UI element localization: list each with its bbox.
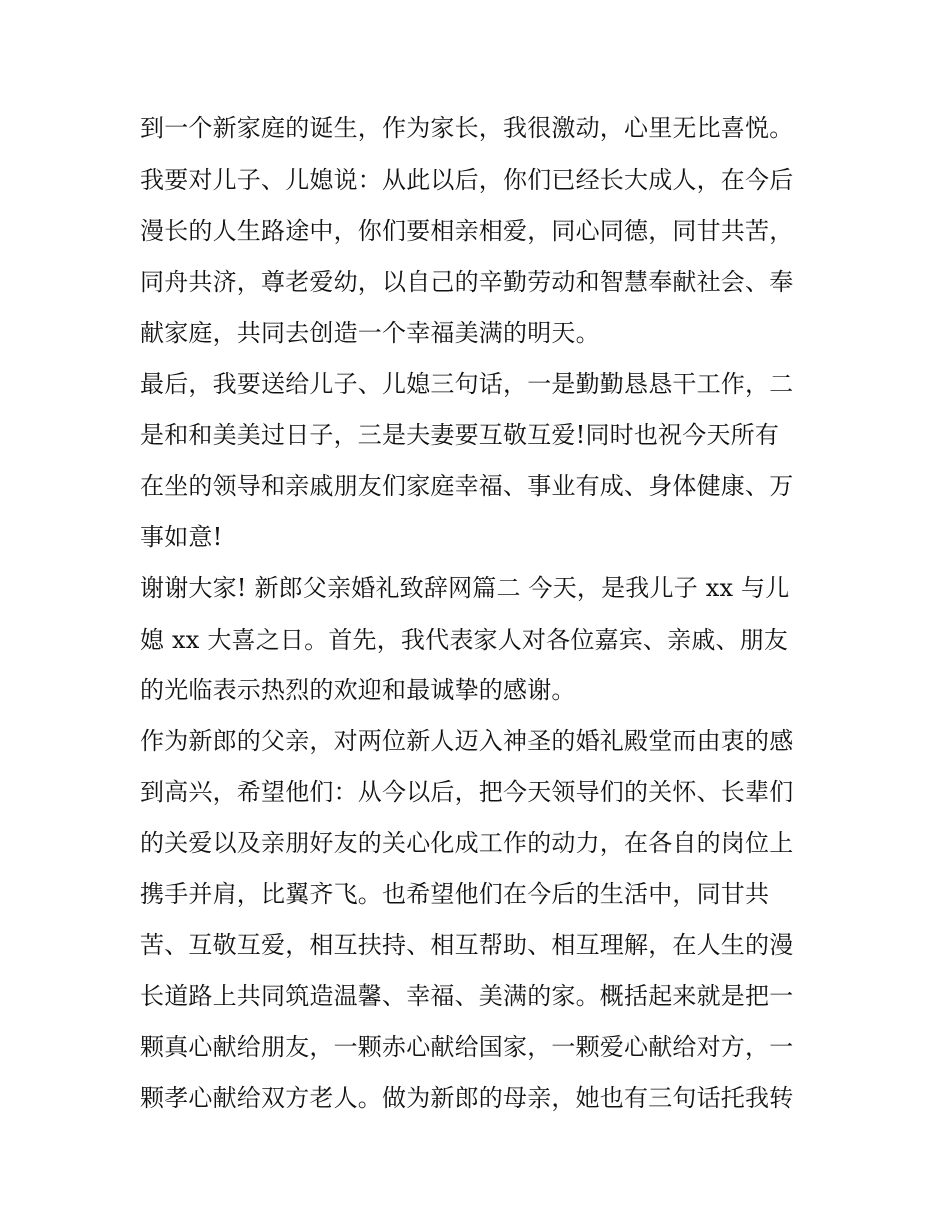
text-line: 最后，我要送给儿子、儿媳三句话，一是勤勤恳恳干工作，二 — [140, 370, 794, 398]
text-line: 漫长的人生路途中，你们要相亲相爱，同心同德，同甘共苦， — [140, 217, 794, 245]
text-line: 的光临表示热烈的欢迎和最诚挚的感谢。 — [140, 676, 576, 704]
text-line: 到一个新家庭的诞生，作为家长，我很激动，心里无比喜悦。 — [140, 114, 794, 142]
text-line: 到高兴，希望他们：从今以后，把今天领导们的关怀、长辈们 — [140, 778, 794, 806]
text-line: 媳 xx 大喜之日。首先，我代表家人对各位嘉宾、亲戚、朋友 — [140, 626, 789, 654]
text-line: 苦、互敬互爱，相互扶持、相互帮助、相互理解，在人生的漫 — [140, 931, 794, 959]
text-line: 作为新郎的父亲，对两位新人迈入神圣的婚礼殿堂而由衷的感 — [140, 727, 794, 755]
text-line: 同舟共济，尊老爱幼，以自己的辛勤劳动和智慧奉献社会、奉 — [140, 268, 794, 296]
text-line: 的关爱以及亲朋好友的关心化成工作的动力，在各自的岗位上 — [140, 829, 794, 857]
text-line: 事如意! — [140, 523, 223, 551]
text-line: 携手并肩，比翼齐飞。也希望他们在今后的生活中，同甘共 — [140, 880, 770, 908]
text-line: 在坐的领导和亲戚朋友们家庭幸福、事业有成、身体健康、万 — [140, 472, 794, 500]
text-line: 颗真心献给朋友，一颗赤心献给国家，一颗爱心献给对方，一 — [140, 1033, 794, 1061]
text-line: 长道路上共同筑造温馨、幸福、美满的家。概括起来就是把一 — [140, 982, 794, 1010]
text-line: 是和和美美过日子，三是夫妻要互敬互爱!同时也祝今天所有 — [140, 421, 780, 449]
text-line: 献家庭，共同去创造一个幸福美满的明天。 — [140, 319, 600, 347]
text-line: 我要对儿子、儿媳说：从此以后，你们已经长大成人，在今后 — [140, 166, 794, 194]
text-line: 谢谢大家! 新郎父亲婚礼致辞网篇二 今天，是我儿子 xx 与儿 — [140, 574, 790, 602]
text-line: 颗孝心献给双方老人。做为新郎的母亲，她也有三句话托我转 — [140, 1084, 794, 1112]
